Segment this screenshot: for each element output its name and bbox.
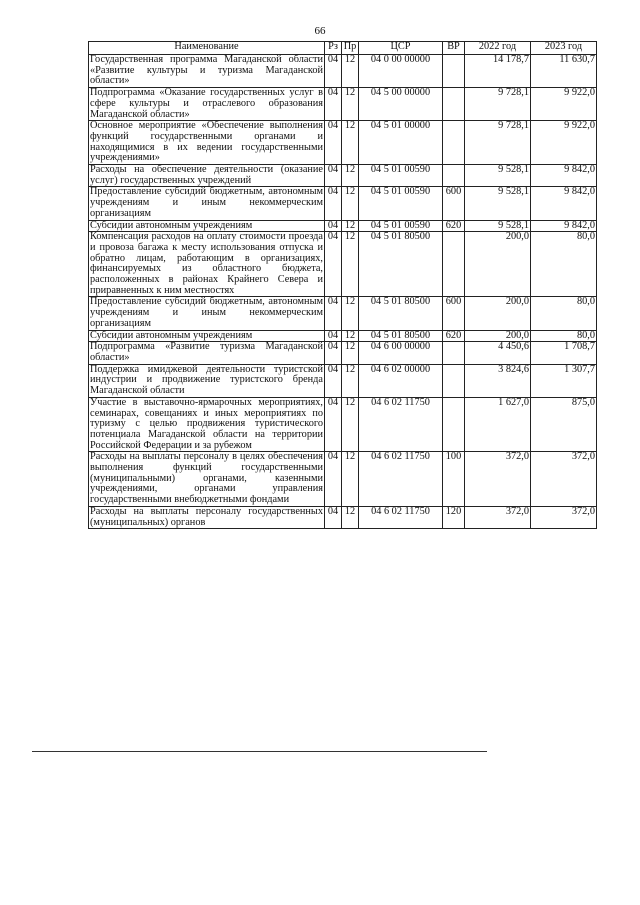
row-name: Поддержка имиджевой деятельности туристской индустрии и продвижение туристского бренда Магаданской области [90, 363, 323, 397]
row-rz: 04 [325, 88, 342, 121]
row-csr: 04 6 02 00000 [359, 364, 443, 397]
table-row [89, 452, 597, 507]
row-pr: 12 [342, 364, 359, 397]
row-name: Компенсация расходов на оплату стоимости проезда и провоза багажа к месту использования отпуска и обратно лицам, работающим в организациях, финансируемых из областного бюджета, расположенных в районах Крайнего Севера и приравненных к ним местностях [90, 231, 323, 296]
row-csr: 04 5 01 80500 [359, 297, 443, 330]
row-amount-2023: 1 708,7 [531, 342, 597, 364]
row-name: Расходы на обеспечение деятельности (оказание услуг) государственных учреждений [90, 164, 323, 186]
row-rz: 04 [325, 55, 342, 88]
row-amount-2022: 3 824,6 [465, 364, 531, 397]
table-row [89, 88, 597, 121]
row-pr: 12 [342, 297, 359, 330]
row-amount-2022: 1 627,0 [465, 397, 531, 452]
header-2023: 2023 год [531, 42, 597, 55]
row-amount-2022: 372,0 [465, 506, 531, 528]
row-pr: 12 [342, 397, 359, 452]
row-vr [443, 397, 465, 452]
row-vr: 600 [443, 187, 465, 220]
row-vr: 620 [443, 330, 465, 342]
row-amount-2023: 80,0 [531, 297, 597, 330]
row-csr: 04 6 02 11750 [359, 506, 443, 528]
row-amount-2022: 200,0 [465, 330, 531, 342]
row-pr: 12 [342, 342, 359, 364]
row-rz: 04 [325, 297, 342, 330]
header-pr: Пр [342, 42, 359, 55]
row-rz: 04 [325, 397, 342, 452]
row-rz: 04 [325, 220, 342, 232]
row-amount-2023: 372,0 [531, 506, 597, 528]
row-amount-2023: 9 842,0 [531, 165, 597, 187]
row-csr: 04 5 01 00590 [359, 165, 443, 187]
page-number: 66 [314, 25, 326, 37]
row-vr: 620 [443, 220, 465, 232]
row-amount-2022: 4 450,6 [465, 342, 531, 364]
row-pr: 12 [342, 88, 359, 121]
row-pr: 12 [342, 506, 359, 528]
row-csr: 04 0 00 00000 [359, 55, 443, 88]
row-csr: 04 5 01 80500 [359, 330, 443, 342]
row-rz: 04 [325, 506, 342, 528]
row-csr: 04 5 01 00000 [359, 121, 443, 165]
row-amount-2022: 14 178,7 [465, 55, 531, 88]
table-row [89, 165, 597, 187]
row-vr: 600 [443, 297, 465, 330]
row-amount-2023: 1 307,7 [531, 364, 597, 397]
row-amount-2022: 9 528,1 [465, 220, 531, 232]
header-csr: ЦСР [359, 42, 443, 55]
row-rz: 04 [325, 232, 342, 297]
row-rz: 04 [325, 342, 342, 364]
row-name: Предоставление субсидий бюджетным, автономным учреждениям и иным некоммерческим организациям [90, 186, 323, 219]
row-csr: 04 5 01 00590 [359, 187, 443, 220]
row-amount-2023: 80,0 [531, 330, 597, 342]
row-vr: 100 [443, 452, 465, 507]
row-csr: 04 5 01 00590 [359, 220, 443, 232]
row-amount-2022: 9 528,1 [465, 187, 531, 220]
header-2022: 2022 год [465, 42, 531, 55]
row-rz: 04 [325, 330, 342, 342]
table-row [89, 330, 597, 342]
table-row [89, 364, 597, 397]
row-vr [443, 88, 465, 121]
row-csr: 04 5 01 80500 [359, 232, 443, 297]
row-pr: 12 [342, 330, 359, 342]
row-name: Подпрограмма «Развитие туризма Магаданской области» [90, 341, 323, 363]
row-vr [443, 364, 465, 397]
row-vr [443, 342, 465, 364]
row-rz: 04 [325, 165, 342, 187]
row-csr: 04 6 00 00000 [359, 342, 443, 364]
row-name: Субсидии автономным учреждениям [89, 220, 325, 232]
row-amount-2023: 9 842,0 [531, 220, 597, 232]
row-name: Расходы на выплаты персоналу государственных (муниципальных) органов [90, 505, 323, 528]
row-amount-2023: 372,0 [531, 452, 597, 507]
header-rz: Рз [325, 42, 342, 55]
row-amount-2022: 9 728,1 [465, 88, 531, 121]
row-rz: 04 [325, 187, 342, 220]
row-pr: 12 [342, 121, 359, 165]
row-csr: 04 5 00 00000 [359, 88, 443, 121]
table-row [89, 220, 597, 232]
row-vr [443, 232, 465, 297]
row-amount-2022: 9 728,1 [465, 121, 531, 165]
row-vr [443, 55, 465, 88]
footer-divider [32, 751, 487, 752]
row-rz: 04 [325, 364, 342, 397]
row-name: Расходы на выплаты персоналу в целях обеспечения выполнения функций государственными (муниципальными) органами, казенными учреждениями, органами управления государственными внебюджетными фондами [90, 451, 323, 506]
row-pr: 12 [342, 165, 359, 187]
row-name: Государственная программа Магаданской области «Развитие культуры и туризма Магаданской области» [90, 54, 323, 87]
table-row [89, 506, 597, 528]
row-pr: 12 [342, 452, 359, 507]
row-name: Субсидии автономным учреждениям [89, 330, 325, 342]
table-row [89, 55, 597, 88]
row-rz: 04 [325, 452, 342, 507]
table-row [89, 187, 597, 220]
row-vr [443, 165, 465, 187]
row-amount-2023: 9 842,0 [531, 187, 597, 220]
table-row [89, 342, 597, 364]
row-amount-2023: 80,0 [531, 232, 597, 297]
budget-table [88, 41, 597, 529]
row-amount-2022: 200,0 [465, 297, 531, 330]
row-amount-2023: 875,0 [531, 397, 597, 452]
row-csr: 04 6 02 11750 [359, 397, 443, 452]
row-rz: 04 [325, 121, 342, 165]
header-vr: ВР [443, 42, 465, 55]
table-row [89, 297, 597, 330]
row-amount-2022: 9 528,1 [465, 165, 531, 187]
row-pr: 12 [342, 187, 359, 220]
row-pr: 12 [342, 55, 359, 88]
row-amount-2023: 9 922,0 [531, 121, 597, 165]
row-csr: 04 6 02 11750 [359, 452, 443, 507]
row-pr: 12 [342, 232, 359, 297]
table-row [89, 397, 597, 452]
row-vr: 120 [443, 506, 465, 528]
row-name: Основное мероприятие «Обеспечение выполнения функций государственными органами и находящимися в их ведении государственными учреждениями» [90, 120, 323, 164]
row-name: Участие в выставочно-ярмарочных мероприятиях, семинарах, совещаниях и иных мероприятиях по туризму с целью продвижения туристического потенциала Магаданской области на территории Российской Федерации и за рубежом [90, 396, 323, 451]
row-pr: 12 [342, 220, 359, 232]
table-header-row [89, 42, 597, 55]
row-amount-2023: 11 630,7 [531, 55, 597, 88]
row-name: Предоставление субсидий бюджетным, автономным учреждениям и иным некоммерческим организациям [90, 296, 323, 329]
row-vr [443, 121, 465, 165]
row-amount-2022: 372,0 [465, 452, 531, 507]
row-amount-2022: 200,0 [465, 232, 531, 297]
table-row [89, 121, 597, 165]
row-name: Подпрограмма «Оказание государственных услуг в сфере культуры и отраслевого образования Магаданской области» [90, 87, 323, 120]
table-row [89, 232, 597, 297]
row-amount-2023: 9 922,0 [531, 88, 597, 121]
header-name: Наименование [89, 42, 325, 55]
